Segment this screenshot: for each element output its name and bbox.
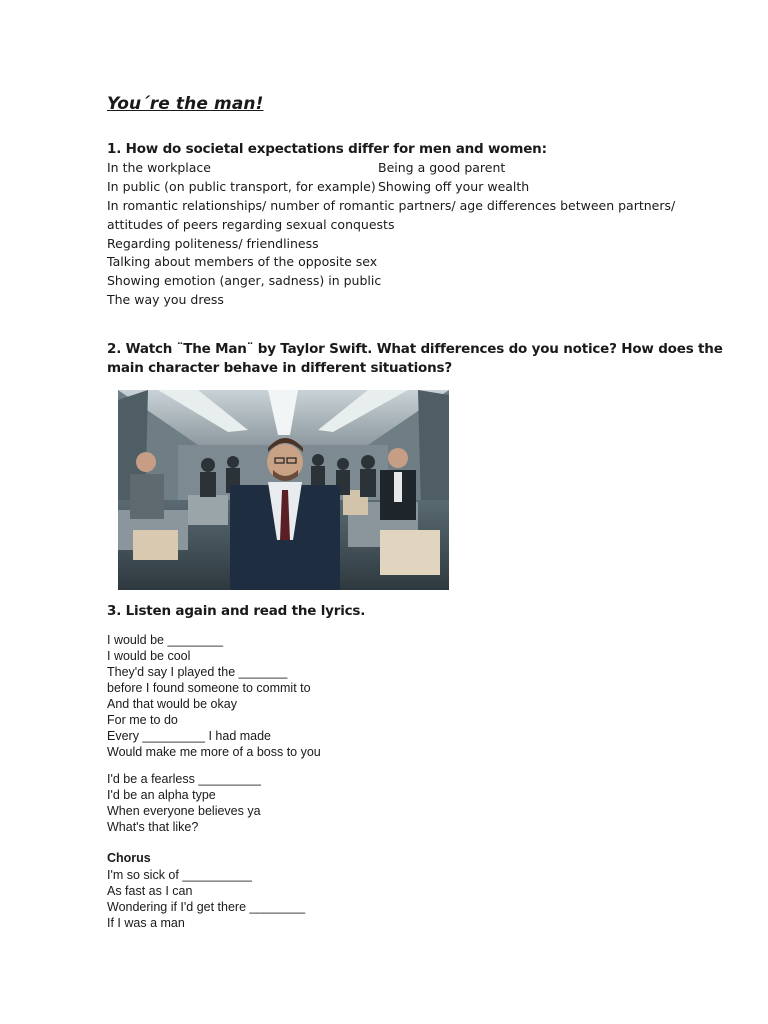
q1-item: In public (on public transport, for example)	[107, 179, 376, 194]
q1-item: Talking about members of the opposite sex	[107, 254, 378, 269]
q1-item: Showing emotion (anger, sadness) in public	[107, 273, 382, 288]
question-2-heading-line-2: main character behave in different situations?	[107, 360, 452, 376]
q1-item: Regarding politeness/ friendliness	[107, 236, 319, 251]
lyric-line: For me to do	[107, 713, 178, 727]
lyric-line: When everyone believes ya	[107, 804, 261, 818]
lyric-line: Would make me more of a boss to you	[107, 745, 321, 759]
question-3-heading: 3. Listen again and read the lyrics.	[107, 603, 366, 619]
lyric-line: As fast as I can	[107, 884, 193, 898]
office-scene-illustration	[118, 390, 449, 590]
lyric-line: I'm so sick of __________	[107, 868, 252, 882]
lyric-line: They'd say I played the _______	[107, 665, 288, 679]
lyric-line: I'd be a fearless _________	[107, 772, 261, 786]
q1-item: attitudes of peers regarding sexual conquests	[107, 217, 395, 232]
lyric-line: Wondering if I'd get there ________	[107, 900, 306, 914]
lyric-line: What's that like?	[107, 820, 199, 834]
video-still-image	[118, 390, 449, 590]
q1-item: The way you dress	[107, 292, 224, 307]
page-title: You´re the man!	[107, 94, 264, 114]
question-2-heading-line-1: 2. Watch ¨The Man¨ by Taylor Swift. What differences do you notice? How does the	[107, 341, 723, 357]
lyric-line: I would be ________	[107, 633, 224, 647]
lyric-line: I'd be an alpha type	[107, 788, 216, 802]
question-1-heading: 1. How do societal expectations differ for men and women:	[107, 141, 547, 157]
lyric-line: And that would be okay	[107, 697, 237, 711]
lyric-line: If I was a man	[107, 916, 185, 930]
q1-item: Showing off your wealth	[378, 179, 530, 194]
q1-item: Being a good parent	[378, 160, 506, 175]
lyric-line: before I found someone to commit to	[107, 681, 311, 695]
q1-item: In the workplace	[107, 160, 211, 175]
q1-item: In romantic relationships/ number of romantic partners/ age differences between partners/	[107, 198, 676, 213]
lyric-line: I would be cool	[107, 649, 191, 663]
lyric-line: Every _________ I had made	[107, 729, 272, 743]
chorus-label: Chorus	[107, 851, 151, 865]
